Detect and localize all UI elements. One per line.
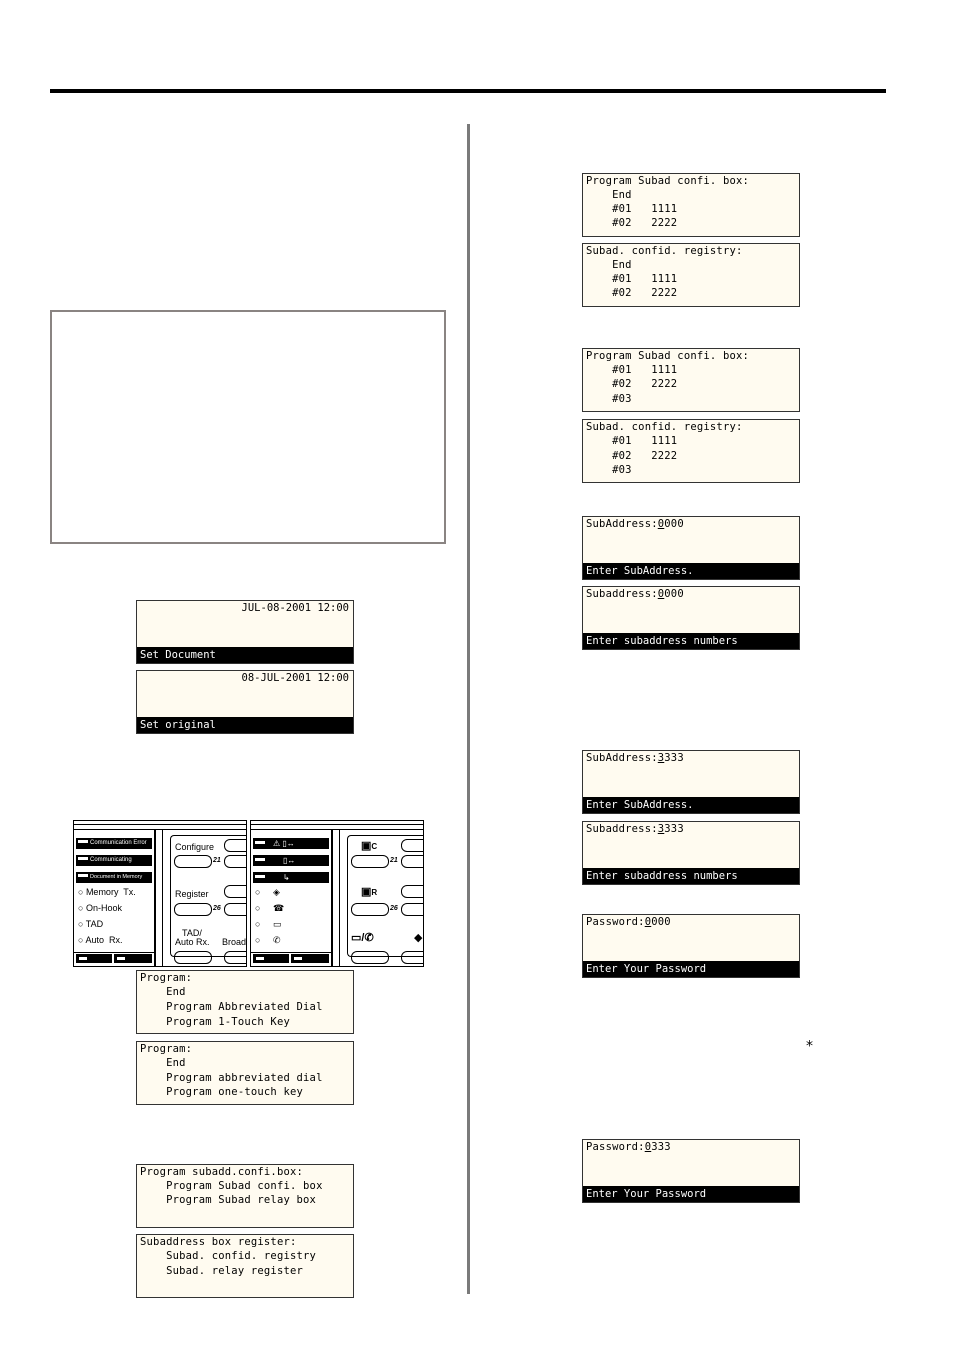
- lcd-line: Program 1-Touch Key: [140, 1016, 290, 1028]
- asterisk-symbol: ⁎: [806, 1034, 813, 1050]
- on-hook-icon: ○ ☎: [255, 903, 285, 913]
- lcd-line: [586, 915, 671, 929]
- tad-key[interactable]: [351, 951, 389, 964]
- lcd-line: #01 1111: [586, 273, 678, 285]
- cursor-digit: 3: [657, 752, 665, 764]
- tad-label-1: TAD/: [182, 928, 202, 938]
- field-label: Password:: [586, 1141, 645, 1153]
- indicator-label: TAD: [85, 919, 104, 929]
- field-value: 333: [664, 823, 684, 835]
- configure-key[interactable]: [351, 855, 389, 868]
- lcd-line: Subaddress box register:: [140, 1236, 297, 1248]
- lcd-line: Program subadd.confi.box:: [140, 1166, 304, 1178]
- lcd-line: Program Subad confi. box:: [586, 350, 750, 362]
- lcd-line: #02 2222: [586, 287, 678, 299]
- configure-key-number: 21: [390, 857, 398, 864]
- register-key[interactable]: [351, 903, 389, 916]
- cursor-digit: 0: [657, 518, 665, 530]
- field-value: 333: [651, 1141, 671, 1153]
- lcd-date-text: JUL-08-2001 12:00: [241, 602, 349, 614]
- field-value: 000: [664, 588, 684, 600]
- field-label: SubAddress:: [586, 518, 658, 530]
- register-key-number: 26: [213, 905, 221, 912]
- lcd-subaddress-filled-eu: [582, 821, 800, 885]
- key-right-3[interactable]: [401, 885, 424, 898]
- lcd-line: Program Abbreviated Dial: [140, 1001, 323, 1013]
- lcd-date-text: 08-JUL-2001 12:00: [241, 672, 349, 684]
- key-right-2[interactable]: [224, 855, 247, 868]
- lcd-box-list-eu: [582, 243, 800, 307]
- lcd-line: Subad. confid. registry:: [586, 421, 743, 433]
- lcd-line: #02 2222: [586, 378, 678, 390]
- lamp-doc-transfer: ▯↔: [253, 855, 329, 866]
- tad-key[interactable]: [174, 951, 212, 964]
- lcd-line: Subad. confid. registry:: [586, 245, 743, 257]
- register-label: Register: [175, 889, 209, 899]
- lcd-password-entry: [582, 914, 800, 978]
- lamp-warning-doc: ⚠ ▯↔: [253, 838, 329, 849]
- key-right-4[interactable]: [401, 903, 424, 916]
- lamp-communicating: [76, 855, 152, 866]
- lcd-line: End: [586, 189, 632, 201]
- lcd-status-bar: Enter SubAddress.: [583, 797, 799, 813]
- lcd-line: #01 1111: [586, 435, 678, 447]
- indicator-label: Auto Rx.: [85, 935, 123, 945]
- cursor-digit: 0: [644, 1141, 652, 1153]
- lcd-box-list-us: [582, 173, 800, 237]
- lcd-date-eu: [136, 670, 354, 734]
- key-right-3[interactable]: [224, 885, 247, 898]
- lcd-line: Subad. confid. registry: [140, 1250, 317, 1262]
- lcd-line: Program:: [140, 1043, 193, 1055]
- tad-label-2: Auto Rx.: [175, 937, 210, 947]
- indicator-on-hook: ○ On-Hook: [78, 903, 122, 913]
- indicator-label: Memory Tx.: [85, 887, 136, 897]
- field-value: 333: [664, 752, 684, 764]
- file-c-letter: C: [371, 842, 378, 851]
- configure-label: Configure: [175, 842, 215, 852]
- lcd-line: [586, 751, 684, 765]
- lcd-line: [586, 1140, 671, 1154]
- key-right-1[interactable]: [224, 839, 247, 852]
- key-right-2[interactable]: [401, 855, 424, 868]
- tad-tape-icon: ○ ▭: [255, 919, 282, 929]
- cursor-digit: 3: [657, 823, 665, 835]
- key-right-4[interactable]: [224, 903, 247, 916]
- lcd-subaddress-filled-us: [582, 750, 800, 814]
- lcd-line: End: [586, 259, 632, 271]
- field-label: Password:: [586, 916, 645, 928]
- file-r-icon: ▣R: [361, 886, 378, 898]
- lcd-status-bar: Set original: [137, 717, 353, 733]
- cursor-digit: 0: [657, 588, 665, 600]
- header-rule: [50, 89, 886, 93]
- key-right-1[interactable]: [401, 839, 424, 852]
- lcd-line: #02 2222: [586, 217, 678, 229]
- lcd-line: Subad. relay register: [140, 1265, 304, 1277]
- lcd-line: #01 1111: [586, 203, 678, 215]
- note-box: [50, 310, 446, 544]
- memory-tx-icon: ○ ◈: [255, 887, 280, 897]
- lcd-status-bar: Enter SubAddress.: [583, 563, 799, 579]
- field-label: SubAddress:: [586, 752, 658, 764]
- configure-key[interactable]: [174, 855, 212, 868]
- lcd-password-filled: [582, 1139, 800, 1203]
- broad-key[interactable]: [224, 951, 247, 964]
- lcd-line: End: [140, 1057, 186, 1069]
- lcd-program-menu-eu: [136, 1041, 354, 1105]
- broad-label: Broad: [222, 937, 247, 947]
- cursor-digit: 0: [644, 916, 652, 928]
- field-label: Subaddress:: [586, 823, 658, 835]
- lcd-status-bar: Enter Your Password: [583, 1186, 799, 1202]
- field-label: Subaddress:: [586, 588, 658, 600]
- lamp-document-in-memory: [76, 872, 152, 883]
- lcd-subadd-menu-us: [136, 1164, 354, 1228]
- lamp-label: Communication Error: [90, 840, 147, 846]
- lcd-line: Program Subad confi. box:: [586, 175, 750, 187]
- lcd-status-bar: Enter Your Password: [583, 961, 799, 977]
- indicator-memory-tx: ○ Memory Tx.: [78, 887, 136, 897]
- lamp-label: Document in Memory: [90, 874, 143, 880]
- lcd-status-bar: Enter subaddress numbers: [583, 868, 799, 884]
- lcd-status-bar: Set Document: [137, 647, 353, 663]
- lamp-memory-arrow: ↳: [253, 872, 329, 883]
- indicator-auto-rx: ○ Auto Rx.: [78, 935, 123, 945]
- file-r-letter: R: [371, 888, 378, 897]
- indicator-tad: ○ TAD: [78, 919, 104, 929]
- lcd-line: Program Subad relay box: [140, 1194, 317, 1206]
- lcd-line: [586, 822, 684, 836]
- operation-panel-b: [250, 820, 424, 967]
- file-c-icon: ▣C: [361, 840, 378, 852]
- lcd-line: End: [140, 986, 186, 998]
- indicator-label: On-Hook: [85, 903, 122, 913]
- broad-key[interactable]: [401, 951, 424, 964]
- configure-key-number: 21: [213, 857, 221, 864]
- lcd-line: #03: [586, 464, 632, 476]
- lcd-line: [586, 587, 684, 601]
- lcd-line: [586, 517, 684, 531]
- column-divider: [467, 124, 470, 1294]
- lcd-subaddress-entry-us: [582, 516, 800, 580]
- lcd-subaddress-entry-eu: [582, 586, 800, 650]
- lcd-line: #01 1111: [586, 364, 678, 376]
- tad-phone-icon: ▭/✆: [351, 932, 374, 944]
- lcd-subadd-menu-eu: [136, 1234, 354, 1298]
- lcd-line: Program:: [140, 972, 193, 984]
- register-key[interactable]: [174, 903, 212, 916]
- lcd-line: #02 2222: [586, 450, 678, 462]
- lcd-date-us: [136, 600, 354, 664]
- lamp-communication-error: [76, 838, 152, 849]
- lcd-line: Program one-touch key: [140, 1086, 304, 1098]
- auto-rx-phone-icon: ○ ✆: [255, 935, 281, 945]
- lcd-box-new-us: [582, 348, 800, 412]
- lcd-status-bar: Enter subaddress numbers: [583, 633, 799, 649]
- field-value: 000: [651, 916, 671, 928]
- lcd-line: Program abbreviated dial: [140, 1072, 323, 1084]
- lcd-line: #03: [586, 393, 632, 405]
- field-value: 000: [664, 518, 684, 530]
- lamp-label: Communicating: [90, 857, 132, 863]
- lcd-program-menu-us: [136, 970, 354, 1034]
- broadcast-icon: ◆: [414, 932, 423, 944]
- operation-panel-a: [73, 820, 247, 967]
- lcd-box-new-eu: [582, 419, 800, 483]
- register-key-number: 26: [390, 905, 398, 912]
- lcd-line: Program Subad confi. box: [140, 1180, 323, 1192]
